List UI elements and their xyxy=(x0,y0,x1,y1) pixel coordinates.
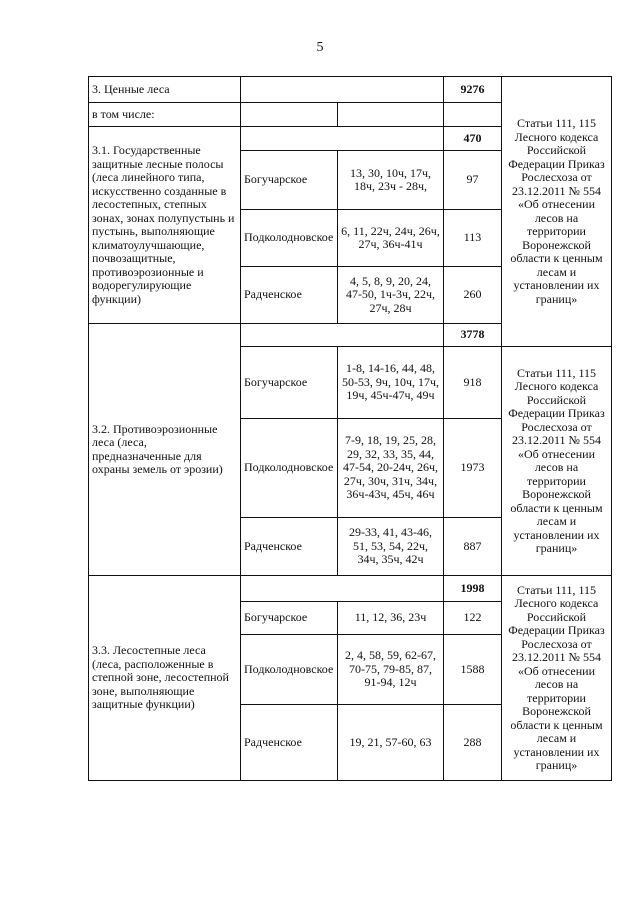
area-value: 1973 xyxy=(444,419,502,518)
category-protective-belts: 3.1. Государственные защитные лесные полосы (леса линейного типа, искусственно созданные в лесостепных, степных зонах, зонах полупустынь и пустынь, выполняющие климатоулучшающие, почвозащитные, противоэрозионные и водорегулирующие функции) xyxy=(89,127,241,324)
quarters-list: 7-9, 18, 19, 25, 28, 29, 32, 33, 35, 44, 47-54, 20-24ч, 26ч, 27ч, 30ч, 31ч, 34ч, 36ч-43ч, 45ч, 46ч xyxy=(338,419,444,518)
quarters-list: 1-8, 14-16, 44, 48, 50-53, 9ч, 10ч, 17ч, 19ч, 45ч-47ч, 49ч xyxy=(338,347,444,419)
legal-basis-2: Статьи 111, 115 Лесного кодекса Российской Федерации Приказ Рослесхоза от 23.12.2011 № 554 «Об отнесении лесов на территории Воронежской области к ценным лесам и установлении их границ» xyxy=(502,347,612,576)
table-row xyxy=(89,77,612,103)
empty-cell xyxy=(338,103,444,127)
area-value: 887 xyxy=(444,518,502,576)
total-anti-erosion: 3778 xyxy=(444,324,502,347)
area-value: 260 xyxy=(444,267,502,324)
page-number: 5 xyxy=(316,40,324,55)
forestry-name: Радченское xyxy=(241,267,338,324)
legal-basis-3: Статьи 111, 115 Лесного кодекса Российской Федерации Приказ Рослесхоза от 23.12.2011 № 554 «Об отнесении лесов на территории Воронежской области к ценным лесам и установлении их границ» xyxy=(502,576,612,781)
quarters-list: 6, 11, 22ч, 24ч, 26ч, 27ч, 36ч-41ч xyxy=(338,210,444,267)
forestry-name: Радченское xyxy=(241,705,338,781)
area-value: 122 xyxy=(444,602,502,635)
forestry-name: Подколодновское xyxy=(241,419,338,518)
empty-cell xyxy=(444,103,502,127)
area-value: 288 xyxy=(444,705,502,781)
category-anti-erosion: 3.2. Противоэрозионные леса (леса, предназначенные для охраны земель от эрозии) xyxy=(89,324,241,576)
total-valuable: 9276 xyxy=(444,77,502,103)
area-value: 97 xyxy=(444,151,502,210)
quarters-list: 29-33, 41, 43-46, 51, 53, 54, 22ч, 34ч, 35ч, 42ч xyxy=(338,518,444,576)
forestry-name: Подколодновское xyxy=(241,210,338,267)
quarters-list: 13, 30, 10ч, 17ч, 18ч, 23ч - 28ч, xyxy=(338,151,444,210)
empty-cell xyxy=(241,324,444,347)
area-value: 918 xyxy=(444,347,502,419)
empty-cell xyxy=(241,77,444,103)
quarters-list: 11, 12, 36, 23ч xyxy=(338,602,444,635)
area-value: 113 xyxy=(444,210,502,267)
forestry-name: Богучарское xyxy=(241,151,338,210)
empty-cell xyxy=(241,127,444,151)
including-label: в том числе: xyxy=(89,103,241,127)
total-forest-steppe: 1998 xyxy=(444,576,502,602)
total-protective-belts: 470 xyxy=(444,127,502,151)
quarters-list: 2, 4, 58, 59, 62-67, 70-75, 79-85, 87, 91-94, 12ч xyxy=(338,635,444,705)
forestry-name: Богучарское xyxy=(241,347,338,419)
category-forest-steppe: 3.3. Лесостепные леса (леса, расположенные в степной зоне, лесостепной зоне, выполняющие защитные функции) xyxy=(89,576,241,781)
area-value: 1588 xyxy=(444,635,502,705)
category-valuable: 3. Ценные леса xyxy=(89,77,241,103)
quarters-list: 4, 5, 8, 9, 20, 24, 47-50, 1ч-3ч, 22ч, 27ч, 28ч xyxy=(338,267,444,324)
table-row xyxy=(89,576,612,602)
forestry-name: Подколодновское xyxy=(241,635,338,705)
quarters-list: 19, 21, 57-60, 63 xyxy=(338,705,444,781)
valuable-forests-table xyxy=(88,76,612,781)
empty-cell xyxy=(241,576,444,602)
legal-basis-1: Статьи 111, 115 Лесного кодекса Российской Федерации Приказ Рослесхоза от 23.12.2011 № 554 «Об отнесении лесов на территории Воронежской области к ценным лесам и установлении их границ» xyxy=(502,77,612,347)
forestry-name: Богучарское xyxy=(241,602,338,635)
forestry-name: Радченское xyxy=(241,518,338,576)
empty-cell xyxy=(241,103,338,127)
